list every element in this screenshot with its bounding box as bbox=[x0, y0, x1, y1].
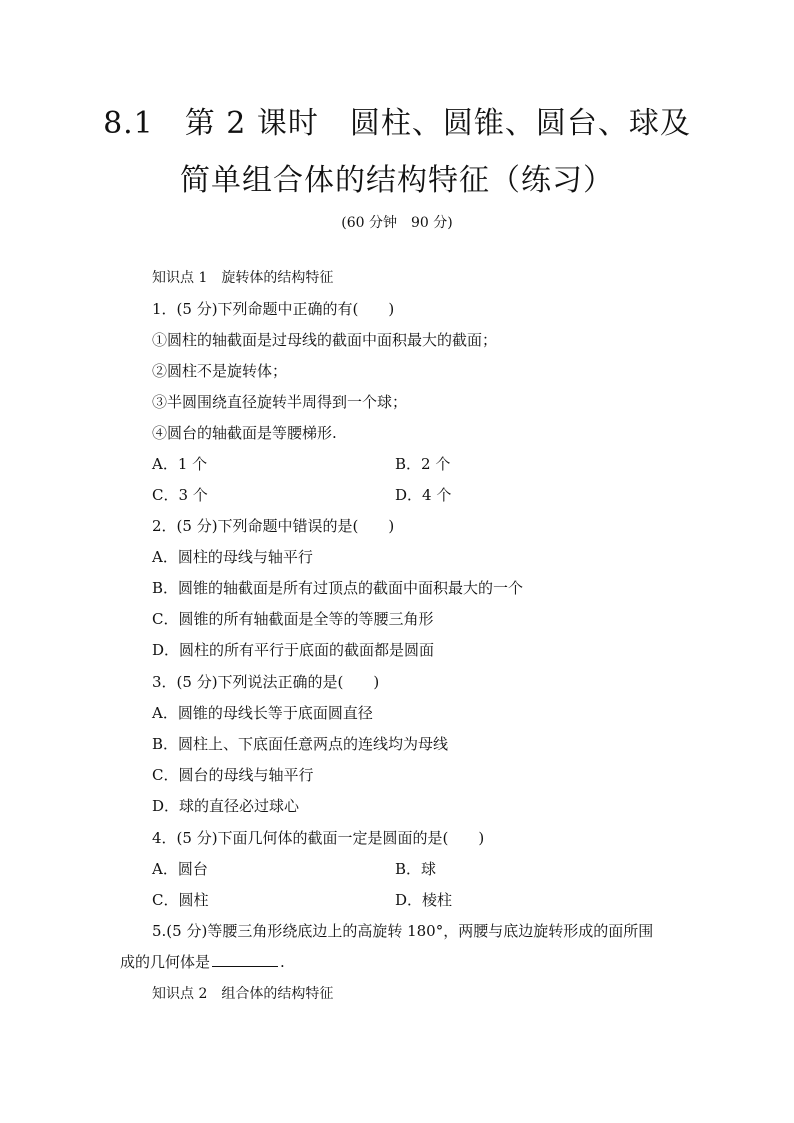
q2-option-b: B．圆锥的轴截面是所有过顶点的截面中面积最大的一个 bbox=[152, 579, 524, 597]
q2-option-c: C．圆锥的所有轴截面是全等的等腰三角形 bbox=[152, 610, 434, 628]
q3-option-c: C．圆台的母线与轴平行 bbox=[152, 766, 314, 784]
q1-option-a: A．1 个 bbox=[152, 455, 208, 473]
q4-option-a: A．圆台 bbox=[152, 860, 208, 878]
q1-statement-1: ①圆柱的轴截面是过母线的截面中面积最大的截面； bbox=[152, 331, 498, 349]
q1-option-b: B．2 个 bbox=[395, 455, 451, 473]
q5-suffix: . bbox=[280, 953, 285, 971]
q2-option-d: D．圆柱的所有平行于底面的截面都是圆面 bbox=[152, 641, 435, 659]
section-heading-1: 知识点 1 旋转体的结构特征 bbox=[152, 270, 334, 286]
q1-statement-4: ④圆台的轴截面是等腰梯形. bbox=[152, 424, 337, 442]
title-line-1: 8.1 第 2 课时 圆柱、圆锥、圆台、球及 bbox=[103, 106, 691, 141]
q4-stem: 4．(5 分)下面几何体的截面一定是圆面的是( ) bbox=[152, 829, 485, 847]
q4-option-b: B．球 bbox=[395, 860, 437, 878]
q1-statement-2: ②圆柱不是旋转体； bbox=[152, 362, 288, 380]
q4-option-d: D．棱柱 bbox=[395, 891, 453, 909]
q2-option-a: A．圆柱的母线与轴平行 bbox=[152, 548, 313, 566]
q1-option-d: D．4 个 bbox=[395, 486, 452, 504]
title-line-2: 简单组合体的结构特征（练习） bbox=[180, 163, 614, 198]
answer-blank[interactable] bbox=[212, 952, 278, 967]
q2-stem: 2．(5 分)下列命题中错误的是( ) bbox=[152, 517, 395, 535]
q5-prefix: 成的几何体是 bbox=[120, 953, 211, 971]
q1-statement-3: ③半圆围绕直径旋转半周得到一个球； bbox=[152, 393, 408, 411]
q5-text-line-1: 5.(5 分)等腰三角形绕底边上的高旋转 180°，两腰与底边旋转形成的面所围 bbox=[152, 922, 654, 940]
time-and-score: (60 分钟 90 分) bbox=[341, 215, 453, 231]
q3-stem: 3．(5 分)下列说法正确的是( ) bbox=[152, 673, 380, 691]
q1-option-c: C．3 个 bbox=[152, 486, 208, 504]
q3-option-a: A．圆锥的母线长等于底面圆直径 bbox=[152, 704, 373, 722]
q3-option-d: D．球的直径必过球心 bbox=[152, 797, 300, 815]
section-heading-2: 知识点 2 组合体的结构特征 bbox=[152, 986, 334, 1002]
q4-option-c: C．圆柱 bbox=[152, 891, 209, 909]
q5-text-line-2 bbox=[120, 952, 285, 972]
q1-stem: 1．(5 分)下列命题中正确的有( ) bbox=[152, 300, 395, 318]
q3-option-b: B．圆柱上、下底面任意两点的连线均为母线 bbox=[152, 735, 449, 753]
